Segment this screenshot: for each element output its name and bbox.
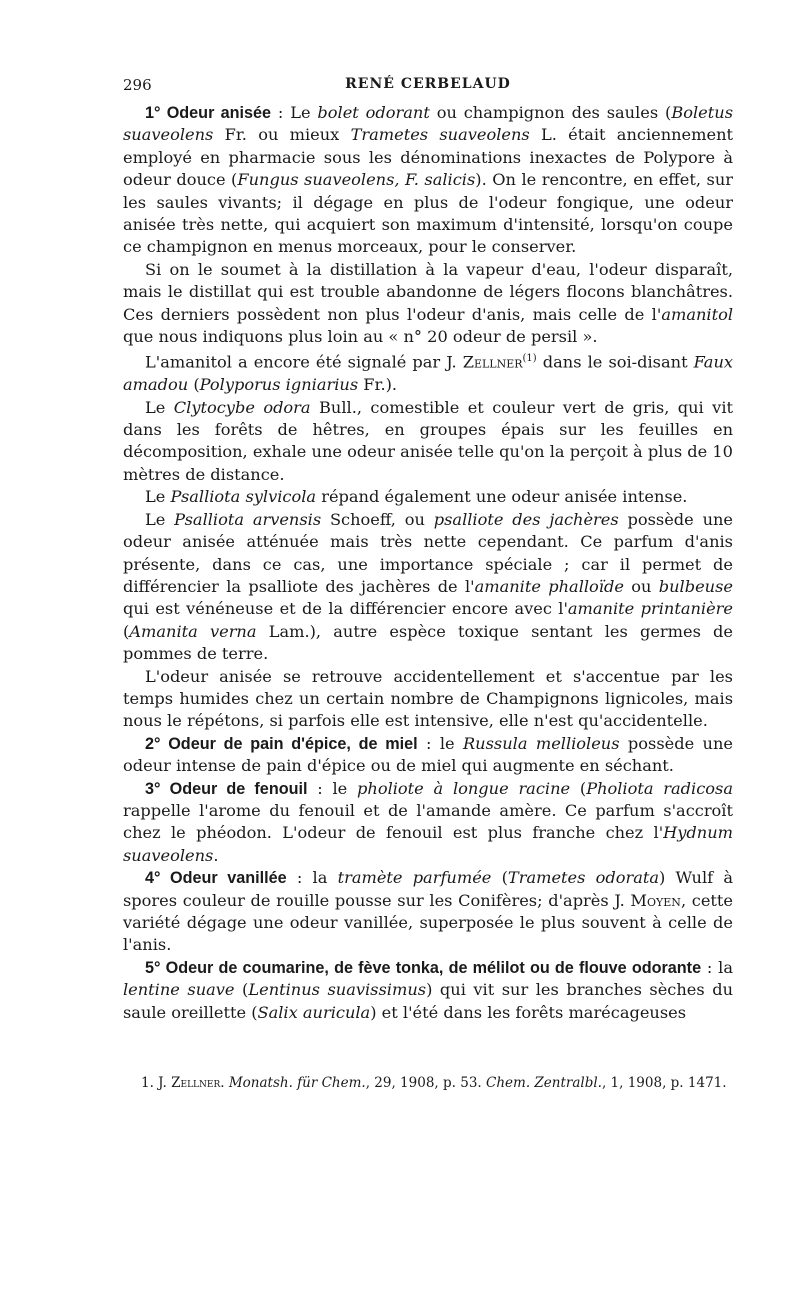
italic-term: Boletus suaveolens — [123, 103, 733, 145]
section-heading: 4° Odeur vanillée — [145, 869, 287, 888]
text-run: répand également une odeur anisée intense. — [316, 487, 688, 507]
italic-term: bolet odorant — [317, 103, 430, 122]
paragraph — [123, 666, 733, 733]
text-run: Si on le soumet à la distillation à la vapeur d'eau, l'odeur disparaît, mais le distillat qui est trouble abandonne de légers flocons blanchâtres. Ces derniers possèdent non plus l'odeur d'anis, mais celle de l' — [123, 259, 733, 324]
italic-term: Trametes suaveolens — [350, 125, 530, 145]
author-name: Zellner — [171, 1075, 221, 1091]
section-heading: 2° Odeur de pain d'épice, de miel — [145, 734, 418, 753]
text-run: Le — [145, 487, 171, 507]
footnote — [123, 1074, 733, 1093]
text-run: ( — [491, 868, 508, 888]
author-name: Moyen — [630, 890, 681, 910]
text-run: : la — [286, 868, 338, 888]
italic-term: psalliote des jachères — [433, 509, 619, 529]
italic-term: Pholiota radicosa — [586, 778, 733, 798]
text-run: possède une odeur anisée atténuée mais très nette cependant. Ce parfum d'anis présente, dans ce cas, une importance spéciale ; car il permet de différencier la psalliote des jachères de l' — [123, 509, 733, 596]
text-run: L. était anciennement employé en pharmacie sous les dénominations inexactes de Polypore à odeur douce ( — [123, 125, 733, 190]
paragraph — [123, 778, 733, 868]
text-run: : Le — [271, 103, 318, 122]
italic-term: Amanita verna — [129, 621, 257, 641]
italic-term: lentine suave — [123, 980, 235, 1000]
page-header — [123, 76, 733, 98]
text-run: ( — [188, 375, 200, 395]
paragraph — [123, 397, 733, 487]
paragraph — [123, 733, 733, 778]
italic-term: Faux amadou — [123, 352, 733, 395]
text-run: ) Wulf à spores couleur de rouille pousse sur les Conifères; d'après J. — [123, 868, 733, 910]
text-run: Lam.), autre espèce toxique sentant les germes de pommes de terre. — [123, 621, 734, 664]
text-run: que nous indiquons plus loin au « n° 20 odeur de persil ». — [123, 327, 598, 347]
text-run: rappelle l'arome du fenouil et de l'amande amère. Ce parfum s'accroît chez le phéodon. L'odeur de fenouil est plus franche chez l' — [123, 800, 733, 843]
text-run: , 1, 1908, p. 1471. — [601, 1075, 727, 1091]
journal-title: Monatsh. für Chem. — [228, 1075, 366, 1091]
text-run: dans le soi-disant — [536, 352, 694, 372]
text-run: L'amanitol a encore été signalé par J. — [145, 352, 463, 372]
author-name: Zellner — [462, 352, 523, 372]
text-run: ou — [623, 576, 659, 596]
text-run: Schoeff, ou — [321, 509, 434, 529]
paragraph — [123, 509, 733, 666]
text-run: , 29, 1908, p. 53. — [365, 1075, 486, 1091]
text-run: : le — [417, 733, 463, 753]
italic-term: Hydnum suaveolens — [123, 823, 733, 865]
text-run: qui est vénéneuse et de la différencier encore avec l' — [123, 599, 568, 619]
italic-term: Fungus suaveolens, F. salicis — [237, 170, 476, 190]
footnotes — [123, 1074, 733, 1093]
text-run: ou champignon des saules ( — [429, 103, 672, 122]
paragraph — [123, 348, 733, 396]
text-run: . — [213, 845, 219, 865]
running-head: RENÉ CERBELAUD — [345, 76, 511, 92]
text-run: . — [220, 1075, 229, 1091]
italic-term: Lentinus suavissimus — [248, 980, 427, 1000]
paragraph — [123, 957, 733, 1024]
text-run: ) qui vit sur les branches sèches du saule oreillette ( — [123, 980, 733, 1022]
paragraph — [123, 867, 733, 957]
section-heading: 1° Odeur anisée — [145, 104, 271, 122]
text-run: ). On le rencontre, en effet, sur les saules vivants; il dégage en plus de l'odeur fongique, une odeur anisée très nette, qui acquiert son maximum d'intensité, lorsqu'on coupe ce champignon en menus morceaux, pour le conserver. — [123, 170, 734, 257]
italic-term: Psalliota arvensis — [174, 509, 322, 529]
italic-term: Trametes odorata — [507, 868, 660, 888]
paragraph — [123, 259, 733, 349]
text-run: 1. J. — [141, 1075, 172, 1091]
italic-term: Psalliota sylvicola — [170, 487, 317, 507]
body-text — [123, 102, 733, 1024]
text-run: , cette variété dégage une odeur vanillée, superposée le plus souvent à celle de l'anis. — [123, 890, 733, 955]
italic-term: amanitol — [661, 304, 733, 324]
italic-term: Salix auricula — [257, 1002, 371, 1022]
text-run: Bull., comestible et couleur vert de gris, qui vit dans les forêts de hêtres, en groupes épais sur les feuilles en décomposition, exhale une odeur anisée telle qu'on la perçoit à plus de 10 mètres de distance. — [123, 397, 733, 484]
text-run: Fr. ou mieux — [213, 125, 351, 145]
text-run: possède une odeur intense de pain d'épice ou de miel qui augmente en séchant. — [123, 733, 733, 776]
text-run: ( — [570, 778, 587, 798]
italic-term: pholiote à longue racine — [357, 778, 571, 798]
paragraph — [123, 486, 733, 508]
text-run: : le — [307, 778, 358, 798]
text-run: L'odeur anisée se retrouve accidentellement et s'accentue par les temps humides chez un certain nombre de Champignons lignicoles, mais nous le répétons, si parfois elle est intensive, elle n'est qu'accidentelle. — [123, 666, 733, 731]
italic-term: amanite phalloïde — [474, 576, 624, 596]
italic-term: tramète parfumée — [337, 868, 492, 888]
italic-term: Clytocybe odora — [173, 397, 311, 417]
section-heading: 3° Odeur de fenouil — [145, 779, 308, 798]
italic-term: Russula mellioleus — [462, 733, 620, 753]
italic-term: amanite printanière — [567, 599, 733, 619]
text-run: ( — [123, 621, 130, 641]
italic-term: Polyporus igniarius — [199, 375, 359, 395]
section-heading: 5° Odeur de coumarine, de fève tonka, de mélilot ou de flouve odorante — [145, 958, 702, 977]
text-run: ) et l'été dans les forêts marécageuses — [370, 1002, 687, 1022]
text-run: ( — [234, 980, 249, 1000]
footnote-ref: (1) — [522, 353, 537, 365]
journal-title: Chem. Zentralbl. — [486, 1075, 602, 1091]
text-run: Fr.). — [358, 375, 398, 395]
text-run: Le — [145, 397, 174, 417]
italic-term: bulbeuse — [658, 576, 733, 596]
paragraph — [123, 102, 733, 259]
text-run: : la — [701, 957, 734, 977]
text-run: Le — [145, 509, 175, 529]
page-number: 296 — [123, 76, 152, 94]
